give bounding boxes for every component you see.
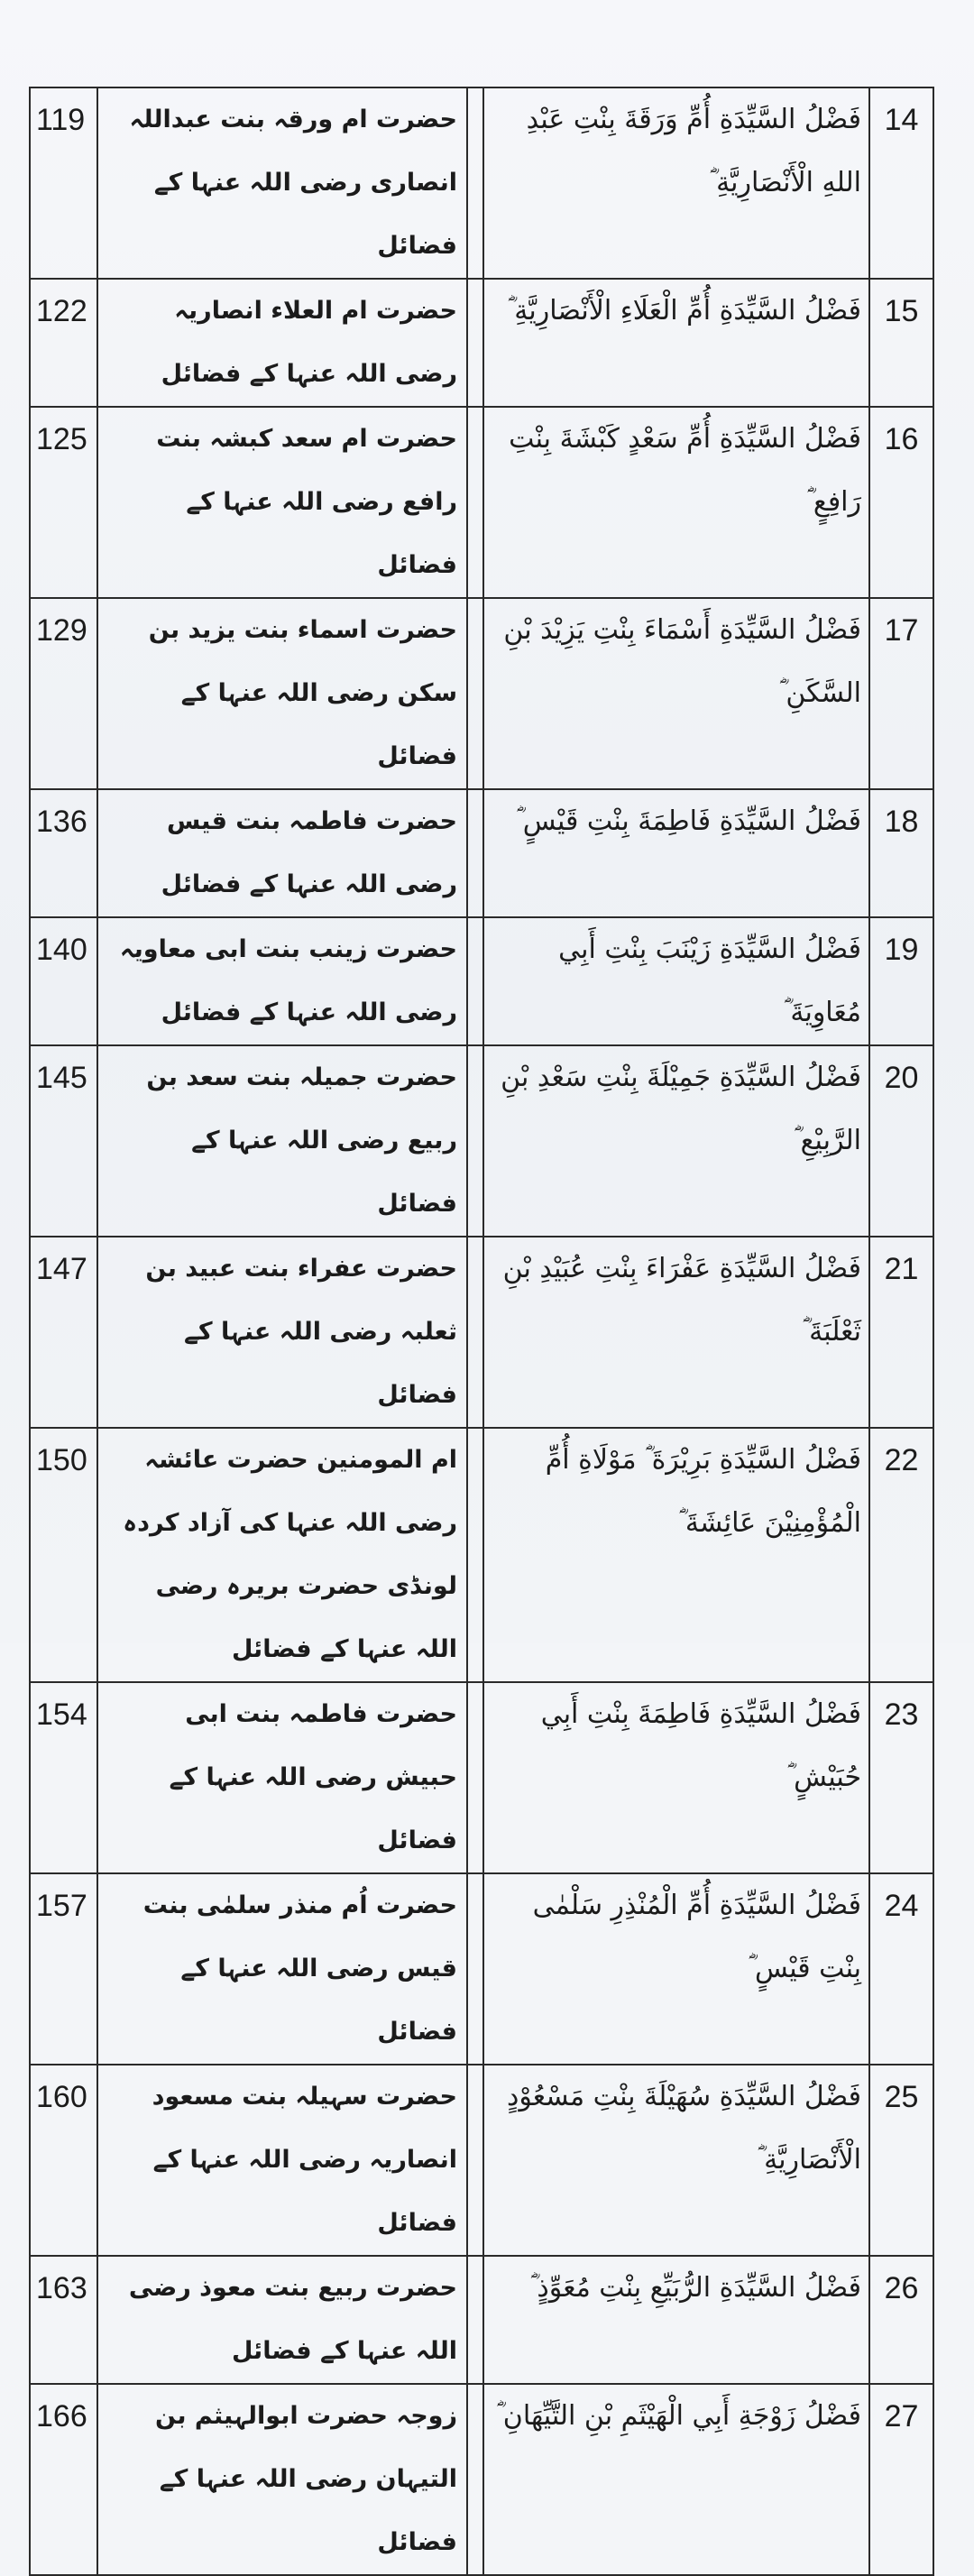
table-row xyxy=(30,1873,933,2065)
column-gap xyxy=(467,1873,483,2065)
table-row xyxy=(30,2256,933,2384)
urdu-title: حضرت اُم منذر سلمٰی بنت قیس رضی اللہ عنہا کے فضائل xyxy=(97,1873,467,2065)
contents-table xyxy=(29,87,934,2576)
page-number: 145 xyxy=(30,1045,97,1237)
entry-number: 24 xyxy=(869,1873,933,2065)
entry-number: 25 xyxy=(869,2065,933,2256)
arabic-title: فَضْلُ السَّيِّدَةِ عَفْرَاءَ بِنْتِ عُبَيْدِ بْنِ ثَعْلَبَةَ ؓ xyxy=(483,1237,869,1428)
column-gap xyxy=(467,279,483,407)
column-gap xyxy=(467,2256,483,2384)
page-number: 140 xyxy=(30,917,97,1045)
entry-number: 23 xyxy=(869,1682,933,1873)
table-row xyxy=(30,87,933,279)
page-number: 122 xyxy=(30,279,97,407)
arabic-title: فَضْلُ السَّيِّدَةِ أُمِّ سَعْدٍ كَبْشَةَ بِنْتِ رَافِعٍ ؓ xyxy=(483,407,869,598)
page-number: 166 xyxy=(30,2384,97,2575)
entry-number: 22 xyxy=(869,1428,933,1682)
entry-number: 17 xyxy=(869,598,933,789)
page-number: 129 xyxy=(30,598,97,789)
column-gap xyxy=(467,1045,483,1237)
page-number: 160 xyxy=(30,2065,97,2256)
table-row xyxy=(30,917,933,1045)
arabic-title: فَضْلُ السَّيِّدَةِ الرُّبَيِّعِ بِنْتِ مُعَوِّذٍ ؓ xyxy=(483,2256,869,2384)
arabic-title: فَضْلُ السَّيِّدَةِ أَسْمَاءَ بِنْتِ يَزِيْدَ بْنِ السَّكَنِ ؓ xyxy=(483,598,869,789)
urdu-title: حضرت ربیع بنت معوذ رضی اللہ عنہا کے فضائل xyxy=(97,2256,467,2384)
column-gap xyxy=(467,2065,483,2256)
table-row xyxy=(30,789,933,917)
column-gap xyxy=(467,789,483,917)
arabic-title: فَضْلُ زَوْجَةِ أَبِي الْهَيْثَمِ بْنِ التَّيِّهَانِ ؓ xyxy=(483,2384,869,2575)
arabic-title: فَضْلُ السَّيِّدَةِ زَيْنَبَ بِنْتِ أَبِي مُعَاوِيَةَ ؓ xyxy=(483,917,869,1045)
column-gap xyxy=(467,407,483,598)
arabic-title: فَضْلُ السَّيِّدَةِ أُمِّ وَرَقَةَ بِنْتِ عَبْدِ اللهِ الْأَنْصَارِيَّةِ ؓ xyxy=(483,87,869,279)
table-row xyxy=(30,1428,933,1682)
page-number: 163 xyxy=(30,2256,97,2384)
page-number: 119 xyxy=(30,87,97,279)
urdu-title: ام المومنین حضرت عائشہ رضی اللہ عنہا کی آزاد کردہ لونڈی حضرت بریرہ رضی اللہ عنہا کے فضائل xyxy=(97,1428,467,1682)
entry-number: 16 xyxy=(869,407,933,598)
entry-number: 27 xyxy=(869,2384,933,2575)
table-row xyxy=(30,598,933,789)
urdu-title: حضرت ام العلاء انصاریہ رضی اللہ عنہا کے فضائل xyxy=(97,279,467,407)
table-row xyxy=(30,1682,933,1873)
entry-number: 15 xyxy=(869,279,933,407)
table-row xyxy=(30,279,933,407)
page-number: 136 xyxy=(30,789,97,917)
column-gap xyxy=(467,2384,483,2575)
column-gap xyxy=(467,917,483,1045)
urdu-title: زوجہ حضرت ابوالہیثم بن التیہان رضی اللہ عنہا کے فضائل xyxy=(97,2384,467,2575)
table-row xyxy=(30,1237,933,1428)
table-row xyxy=(30,407,933,598)
arabic-title: فَضْلُ السَّيِّدَةِ سُهَيْلَةَ بِنْتِ مَسْعُوْدٍ الْأَنْصَارِيَّةِ ؓ xyxy=(483,2065,869,2256)
table-row xyxy=(30,2065,933,2256)
urdu-title: حضرت جمیلہ بنت سعد بن ربیع رضی اللہ عنہا کے فضائل xyxy=(97,1045,467,1237)
page-number: 157 xyxy=(30,1873,97,2065)
table-row xyxy=(30,1045,933,1237)
page-number: 150 xyxy=(30,1428,97,1682)
entry-number: 18 xyxy=(869,789,933,917)
urdu-title: حضرت فاطمہ بنت ابی حبیش رضی اللہ عنہا کے فضائل xyxy=(97,1682,467,1873)
entry-number: 20 xyxy=(869,1045,933,1237)
arabic-title: فَضْلُ السَّيِّدَةِ فَاطِمَةَ بِنْتِ أَبِي حُبَيْشٍ ؓ xyxy=(483,1682,869,1873)
column-gap xyxy=(467,1237,483,1428)
column-gap xyxy=(467,598,483,789)
urdu-title: حضرت اسماء بنت یزید بن سکن رضی اللہ عنہا کے فضائل xyxy=(97,598,467,789)
entry-number: 19 xyxy=(869,917,933,1045)
column-gap xyxy=(467,87,483,279)
page-number: 154 xyxy=(30,1682,97,1873)
urdu-title: حضرت سہیلہ بنت مسعود انصاریہ رضی اللہ عنہا کے فضائل xyxy=(97,2065,467,2256)
table-row xyxy=(30,2384,933,2575)
urdu-title: حضرت ام ورقہ بنت عبداللہ انصاری رضی اللہ عنہا کے فضائل xyxy=(97,87,467,279)
arabic-title: فَضْلُ السَّيِّدَةِ أُمِّ الْمُنْذِرِ سَلْمٰى بِنْتِ قَيْسٍ ؓ xyxy=(483,1873,869,2065)
arabic-title: فَضْلُ السَّيِّدَةِ فَاطِمَةَ بِنْتِ قَيْسٍ ؓ xyxy=(483,789,869,917)
page-number: 147 xyxy=(30,1237,97,1428)
arabic-title: فَضْلُ السَّيِّدَةِ أُمِّ الْعَلَاءِ الْأَنْصَارِيَّةِ ؓ xyxy=(483,279,869,407)
arabic-title: فَضْلُ السَّيِّدَةِ جَمِيْلَةَ بِنْتِ سَعْدِ بْنِ الرَّبِيْعِ ؓ xyxy=(483,1045,869,1237)
column-gap xyxy=(467,1428,483,1682)
urdu-title: حضرت زینب بنت ابی معاویہ رضی اللہ عنہا کے فضائل xyxy=(97,917,467,1045)
entry-number: 26 xyxy=(869,2256,933,2384)
page-number: 125 xyxy=(30,407,97,598)
arabic-title: فَضْلُ السَّيِّدَةِ بَرِيْرَةَ ؓ مَوْلَاةِ أُمِّ الْمُؤْمِنِيْنَ عَائِشَةَ ؓ xyxy=(483,1428,869,1682)
urdu-title: حضرت ام سعد کبشہ بنت رافع رضی اللہ عنہا کے فضائل xyxy=(97,407,467,598)
urdu-title: حضرت عفراء بنت عبید بن ثعلبہ رضی اللہ عنہا کے فضائل xyxy=(97,1237,467,1428)
entry-number: 14 xyxy=(869,87,933,279)
column-gap xyxy=(467,1682,483,1873)
urdu-title: حضرت فاطمہ بنت قیس رضی اللہ عنہا کے فضائل xyxy=(97,789,467,917)
entry-number: 21 xyxy=(869,1237,933,1428)
